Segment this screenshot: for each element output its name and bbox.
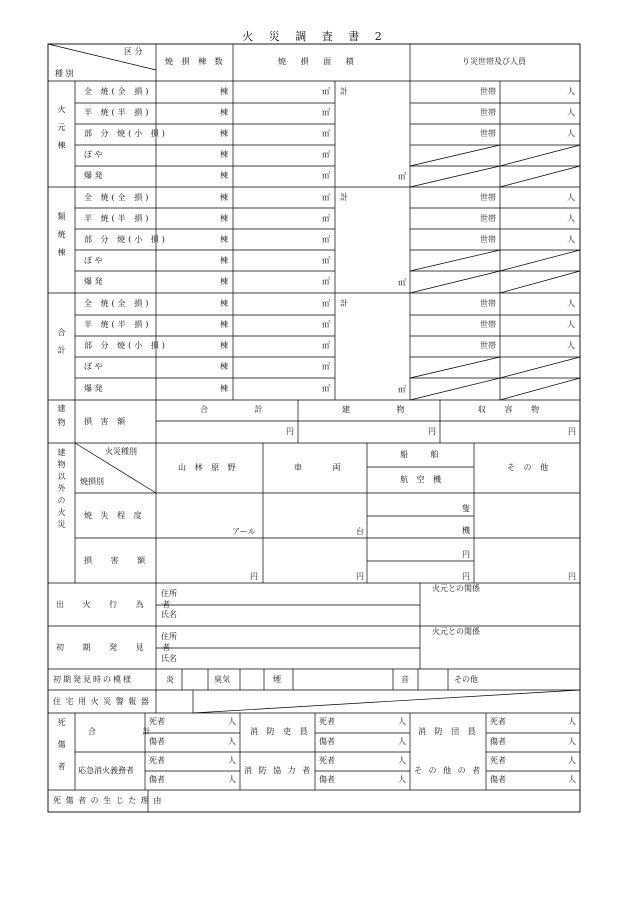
unit-ki: 機 — [462, 526, 470, 535]
unit-yen: 円 — [462, 550, 470, 559]
dead-label: 死者 — [490, 756, 506, 765]
unit-persons: 人 — [398, 717, 406, 726]
group-label-spread: 類焼棟 — [57, 212, 66, 266]
unit-persons: 人 — [567, 129, 575, 138]
unit-sqm: ㎡ — [398, 278, 406, 287]
injured-label: 傷者 — [319, 775, 335, 784]
unit-sqm: ㎡ — [322, 320, 330, 329]
unit-persons: 人 — [228, 737, 236, 746]
unit-building: 棟 — [220, 299, 228, 308]
row-label: 部 分 焼(小 損) — [84, 235, 168, 244]
alarm-label: 住 宅 用 火 災 警 報 器 — [53, 697, 150, 706]
col-area-header: 焼 損 面 積 — [278, 57, 360, 66]
total-label: 計 — [340, 299, 348, 308]
actor-label: 出 火 行 為 者 — [56, 600, 179, 609]
unit-sqm: ㎡ — [398, 385, 406, 394]
unit-persons: 人 — [568, 756, 576, 765]
row-label: 爆 発 — [84, 277, 103, 286]
unit-persons: 人 — [567, 214, 575, 223]
unit-building: 棟 — [220, 362, 228, 371]
shubetsu-label: 種 別 — [55, 69, 74, 78]
unit-building: 棟 — [220, 214, 228, 223]
unit-building: 棟 — [220, 171, 228, 180]
injured-label: 傷者 — [149, 775, 165, 784]
total-label: 計 — [340, 193, 348, 202]
others-label: そ の 他 の 者 — [414, 766, 483, 775]
casualty-total-label: 合 計 — [88, 727, 173, 736]
burn-degree-label: 焼 失 程 度 — [84, 511, 145, 520]
relation-label: 火元との関係 — [432, 584, 480, 593]
total-label: 計 — [340, 87, 348, 96]
row-label: 半 焼(半 損) — [84, 108, 152, 117]
dead-label: 死者 — [149, 717, 165, 726]
unit-households: 世帯 — [480, 214, 496, 223]
unit-persons: 人 — [568, 775, 576, 784]
unit-persons: 人 — [567, 193, 575, 202]
dead-label: 死者 — [319, 756, 335, 765]
unit-persons: 人 — [228, 756, 236, 765]
forest-header: 山 林 原 野 — [178, 463, 239, 472]
group-label-origin: 火元棟 — [57, 105, 66, 159]
unit-yen: 円 — [568, 572, 576, 581]
unit-persons: 人 — [228, 775, 236, 784]
unit-sqm: ㎡ — [322, 362, 330, 371]
unit-sqm: ㎡ — [322, 341, 330, 350]
unit-building: 棟 — [220, 150, 228, 159]
group-label-total: 合計 — [57, 328, 66, 364]
injured-label: 傷者 — [319, 737, 335, 746]
discovery-label: 初期発見時の模様 — [53, 675, 133, 684]
unit-sqm: ㎡ — [322, 214, 330, 223]
row-label: 部 分 焼(小 損) — [84, 129, 168, 138]
unit-persons: 人 — [568, 737, 576, 746]
unit-sqm: ㎡ — [322, 150, 330, 159]
unit-sqm: ㎡ — [322, 87, 330, 96]
unit-households: 世帯 — [480, 108, 496, 117]
col-households-header: り災世帯及び人員 — [462, 57, 526, 66]
unit-building: 棟 — [220, 87, 228, 96]
unit-yen: 円 — [428, 427, 436, 436]
aircraft-header: 航 空 機 — [400, 475, 445, 484]
row-label: ぼ や — [84, 256, 103, 265]
unit-building: 棟 — [220, 108, 228, 117]
address-label: 住所 — [161, 589, 177, 598]
sound-label: 音 — [401, 675, 409, 684]
row-label: 全 焼(全 損) — [84, 87, 152, 96]
row-label: 全 焼(全 損) — [84, 299, 152, 308]
unit-yen: 円 — [250, 572, 258, 581]
vehicle-header: 車 両 — [294, 463, 355, 472]
unit-sqm: ㎡ — [322, 384, 330, 393]
dead-label: 死者 — [490, 717, 506, 726]
smell-label: 臭気 — [214, 675, 230, 684]
injured-label: 傷者 — [490, 737, 506, 746]
unit-sqm: ㎡ — [322, 235, 330, 244]
unit-persons: 人 — [567, 87, 575, 96]
damage-building-header: 建 物 — [342, 405, 427, 414]
unit-households: 世帯 — [480, 341, 496, 350]
unit-households: 世帯 — [480, 299, 496, 308]
row-label: 半 焼(半 損) — [84, 320, 152, 329]
unit-sqm: ㎡ — [322, 299, 330, 308]
damage-amount-label: 損 害 額 — [84, 417, 129, 426]
dead-label: 死者 — [319, 717, 335, 726]
unit-sqm: ㎡ — [322, 277, 330, 286]
unit-yen: 円 — [568, 427, 576, 436]
unit-households: 世帯 — [480, 87, 496, 96]
non-building-fire-label: 建物以外の火災 — [57, 448, 66, 532]
flame-label: 炎 — [166, 675, 174, 684]
damage-contents-header: 収 容 物 — [478, 405, 548, 414]
building-damage-label: 建物 — [57, 404, 66, 432]
unit-sqm: ㎡ — [398, 172, 406, 181]
name-label: 氏名 — [161, 654, 177, 663]
fire-type-label: 火災種別 — [105, 447, 137, 456]
unit-persons: 人 — [567, 299, 575, 308]
ship-header: 船 舶 — [400, 450, 449, 459]
kubun-label: 区 分 — [124, 47, 143, 56]
unit-yen: 円 — [462, 572, 470, 581]
unit-building: 棟 — [220, 277, 228, 286]
unit-households: 世帯 — [480, 320, 496, 329]
unit-yen: 円 — [356, 572, 364, 581]
unit-persons: 人 — [568, 717, 576, 726]
loss-type-label: 焼損別 — [80, 477, 104, 486]
unit-persons: 人 — [228, 717, 236, 726]
row-label: ぼ や — [84, 362, 103, 371]
other-header: そ の 他 — [507, 463, 552, 472]
unit-persons: 人 — [567, 341, 575, 350]
unit-persons: 人 — [567, 235, 575, 244]
damage-total-header: 合 計 — [200, 405, 285, 414]
page-title: 火 災 調 査 書 2 — [242, 30, 388, 43]
unit-households: 世帯 — [480, 235, 496, 244]
unit-building: 棟 — [220, 384, 228, 393]
unit-sqm: ㎡ — [322, 171, 330, 180]
unit-households: 世帯 — [480, 129, 496, 138]
unit-persons: 人 — [398, 756, 406, 765]
address-label: 住所 — [161, 632, 177, 641]
unit-building: 棟 — [220, 193, 228, 202]
col-count-header: 焼 損 棟 数 — [165, 57, 226, 66]
unit-dai: 台 — [356, 527, 364, 536]
unit-sqm: ㎡ — [322, 193, 330, 202]
injured-label: 傷者 — [149, 737, 165, 746]
casualties-label: 死傷者 — [57, 718, 66, 784]
unit-seki: 隻 — [462, 504, 470, 513]
unit-building: 棟 — [220, 235, 228, 244]
unit-sqm: ㎡ — [322, 256, 330, 265]
unit-households: 世帯 — [480, 193, 496, 202]
volunteer-label: 応急消火義務者 — [78, 766, 134, 775]
unit-yen: 円 — [286, 427, 294, 436]
unit-persons: 人 — [398, 737, 406, 746]
fire-helper-label: 消 防 協 力 者 — [244, 766, 313, 775]
unit-building: 棟 — [220, 320, 228, 329]
row-label: 半 焼(半 損) — [84, 214, 152, 223]
unit-are: アール — [232, 527, 256, 536]
row-label: 爆 発 — [84, 171, 103, 180]
unit-persons: 人 — [567, 320, 575, 329]
unit-sqm: ㎡ — [322, 108, 330, 117]
finder-label: 初 期 発 見 者 — [56, 643, 179, 652]
other-label: その他 — [454, 675, 478, 684]
name-label: 氏名 — [161, 610, 177, 619]
row-label: ぼ や — [84, 150, 103, 159]
unit-building: 棟 — [220, 256, 228, 265]
unit-building: 棟 — [220, 129, 228, 138]
unit-persons: 人 — [398, 775, 406, 784]
reason-label: 死 傷 者 の 生 じ た 理 由 — [53, 796, 163, 805]
unit-persons: 人 — [567, 108, 575, 117]
unit-sqm: ㎡ — [322, 129, 330, 138]
fire-staff-label: 消 防 吏 員 — [250, 727, 311, 736]
row-label: 爆 発 — [84, 384, 103, 393]
dead-label: 死者 — [149, 756, 165, 765]
row-label: 部 分 焼(小 損) — [84, 341, 168, 350]
relation-label: 火元との関係 — [432, 627, 480, 636]
smoke-label: 煙 — [273, 675, 281, 684]
unit-building: 棟 — [220, 341, 228, 350]
fire-corps-label: 消 防 団 員 — [418, 727, 479, 736]
injured-label: 傷者 — [490, 775, 506, 784]
loss-amount-label: 損 害 額 — [84, 556, 154, 565]
row-label: 全 焼(全 損) — [84, 193, 152, 202]
